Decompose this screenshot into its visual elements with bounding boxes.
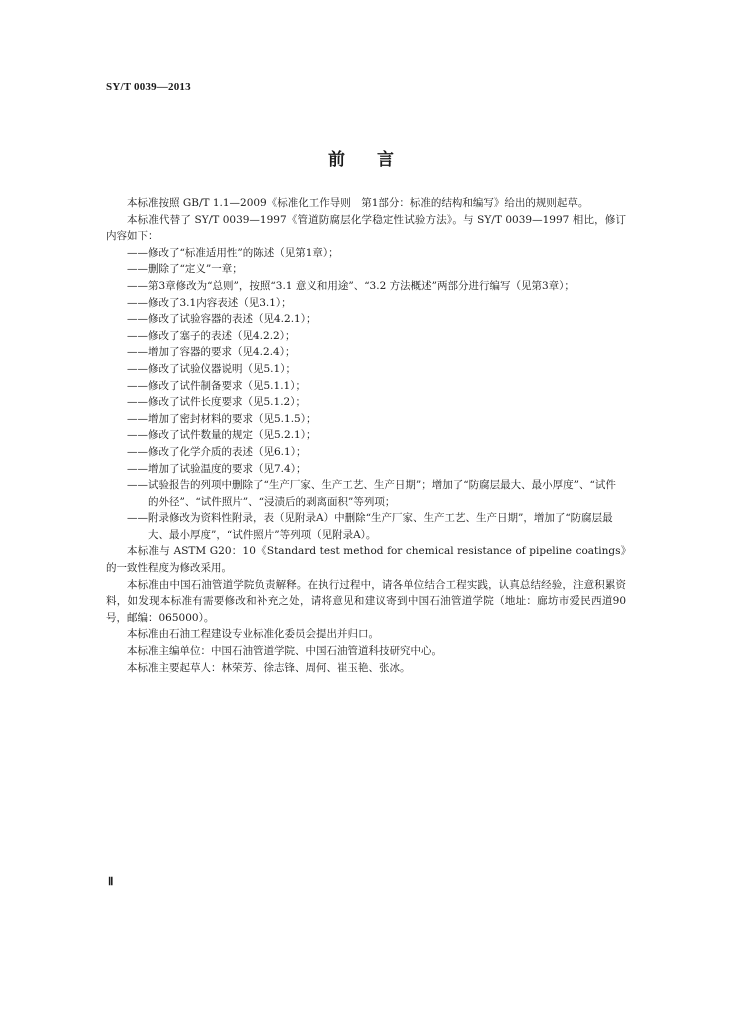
page-number: Ⅱ bbox=[108, 876, 114, 888]
change-item: ——修改了试验容器的表述（见4.2.1）； bbox=[127, 313, 317, 326]
change-item: ——增加了容器的要求（见4.2.4）； bbox=[127, 346, 296, 359]
change-item: ——第3章修改为“总则”，按照“3.1 意义和用途”、“3.2 方法概述”两部分进行编写（见第3章）； bbox=[127, 279, 575, 292]
standard-code: SY/T 0039—2013 bbox=[106, 81, 191, 93]
paragraph-main-drafters: 本标准主要起草人：林荣芳、徐志锋、周何、崔玉艳、张冰。 bbox=[127, 661, 411, 674]
paragraph-main-drafting-unit: 本标准主编单位：中国石油管道学院、中国石油管道科技研究中心。 bbox=[127, 645, 442, 658]
paragraph-replaces: 本标准代替了 SY/T 0039—1997《管道防腐层化学稳定性试验方法》。与 SY/T 0039—1997 相比，修订内容如下： bbox=[106, 213, 626, 243]
change-item: ——修改了塞子的表述（见4.2.2）； bbox=[127, 329, 296, 342]
page-title: 前言 bbox=[328, 150, 426, 170]
paragraph-astm-consistency: 本标准与 ASTM G20：10《Standard test method for chemical resistance of pipeline coatings》的一致性程度为修改采用。 bbox=[106, 545, 626, 575]
paragraph-drafting-rules: 本标准按照 GB/T 1.1—2009《标准化工作导则 第1部分：标准的结构和编写》给出的规则起草。 bbox=[127, 197, 589, 209]
paragraph-interpretation: 本标准由中国石油管道学院负责解释。在执行过程中，请各单位结合工程实践，认真总结经验，注意积累资料，如发现本标准有需要修改和补充之处，请将意见和建议寄到中国石油管道学院（地址：廊坊市爱民西道90号，邮编：065000）。 bbox=[106, 578, 626, 624]
change-item: ——修改了试件制备要求（见5.1.1）； bbox=[127, 379, 306, 392]
document-body bbox=[106, 195, 626, 676]
change-item: ——删除了“定义”一章； bbox=[127, 263, 243, 276]
change-item: ——增加了试验温度的要求（见7.4）； bbox=[127, 462, 307, 475]
change-item: ——修改了化学介质的表述（见6.1）； bbox=[127, 445, 307, 458]
change-item: ——修改了“标准适用性”的陈述（见第1章）； bbox=[127, 246, 339, 259]
change-item: ——修改了试验仪器说明（见5.1）； bbox=[127, 362, 296, 375]
change-item: ——附录修改为资料性附录，表（见附录A）中删除“生产厂家、生产工艺、生产日期”，增加了“防腐层最大、最小厚度”，“试件照片”等列项（见附录A）。 bbox=[127, 512, 613, 541]
change-item: ——增加了密封材料的要求（见5.1.5）； bbox=[127, 412, 317, 425]
change-item: ——修改了试件长度要求（见5.1.2）； bbox=[127, 396, 306, 409]
change-item: ——试验报告的列项中删除了“生产厂家、生产工艺、生产日期”；增加了“防腐层最大、最小厚度”、“试件的外径”、“试件照片”、“浸渍后的剥离面积”等列项； bbox=[127, 479, 616, 508]
change-item: ——修改了3.1内容表述（见3.1）； bbox=[127, 296, 292, 309]
change-item: ——修改了试件数量的规定（见5.2.1）； bbox=[127, 429, 317, 442]
paragraph-proposed-by: 本标准由石油工程建设专业标准化委员会提出并归口。 bbox=[127, 628, 379, 641]
